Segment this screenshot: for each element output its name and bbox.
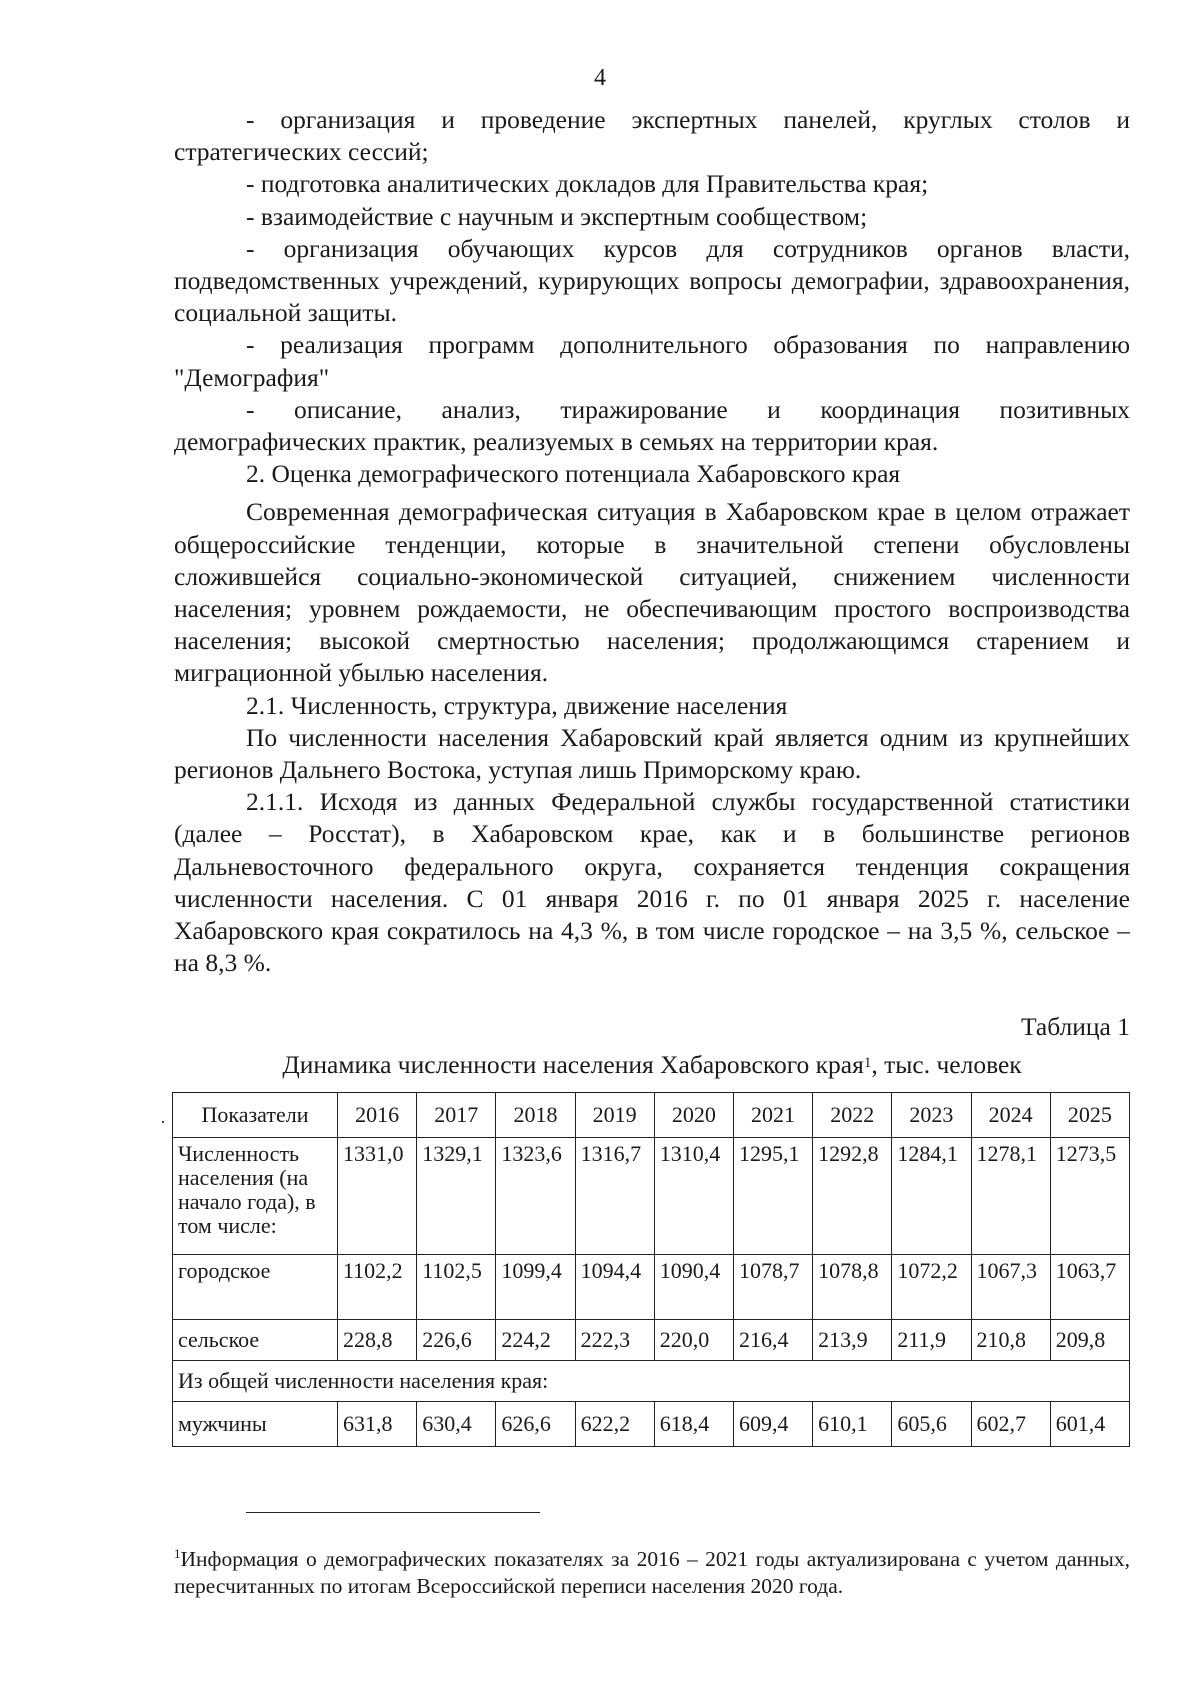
header-year: 2025 — [1050, 1093, 1129, 1138]
table-row-rural — [173, 1320, 1130, 1361]
row-label: сельское — [173, 1320, 338, 1361]
header-year: 2016 — [338, 1093, 417, 1138]
list-item-analytical-reports: - подготовка аналитических докладов для Правительства края; — [246, 169, 929, 199]
table-cell: 626,6 — [496, 1402, 575, 1447]
list-item-scientific-community: - взаимодействие с научным и экспертным сообществом; — [246, 201, 868, 231]
section-heading-2: 2. Оценка демографического потенциала Хабаровского края — [246, 459, 901, 489]
table-cell: 210,8 — [971, 1320, 1050, 1361]
table-row-men — [173, 1402, 1130, 1447]
header-year: 2020 — [654, 1093, 733, 1138]
row-label: Численность населения (на начало года), в том числе: — [173, 1138, 338, 1255]
table-cell: 1316,7 — [575, 1138, 654, 1255]
table-cell: 216,4 — [733, 1320, 812, 1361]
table-cell: 609,4 — [733, 1402, 812, 1447]
page-number: 4 — [594, 65, 606, 91]
header-year: 2017 — [417, 1093, 496, 1138]
table-cell: 631,8 — [338, 1402, 417, 1447]
table-cell: 602,7 — [971, 1402, 1050, 1447]
list-item-expert-panels: - организация и проведение экспертных панелей, круглых столов и стратегических сессий; — [174, 105, 1130, 167]
table-cell: 1099,4 — [496, 1255, 575, 1320]
table-cell: 1078,7 — [733, 1255, 812, 1320]
caption-footnote-mark: 1 — [863, 1055, 872, 1071]
margin-mark: · — [160, 1112, 166, 1132]
header-year: 2018 — [496, 1093, 575, 1138]
table-label: Таблица 1 — [1020, 1012, 1130, 1041]
paragraph-rosstat: 2.1.1. Исходя из данных Федеральной службы государственной статистики (далее – Росстат), в Хабаровском крае, как и в большинстве регионов Дальневосточного федерального округа, сохраняется тенденция сокращения численности населения. С 01 января 2016 г. по 01 января 2025 г. население Хабаровского края сократилось на 4,3 %, в том числе городское – на 3,5 %, сельское – на 8,3 %. — [174, 787, 1130, 978]
row-label: мужчины — [173, 1402, 338, 1447]
table-cell: 1278,1 — [971, 1138, 1050, 1255]
header-year: 2021 — [733, 1093, 812, 1138]
table-cell: 228,8 — [338, 1320, 417, 1361]
table-cell: 1310,4 — [654, 1138, 733, 1255]
table-cell: 1284,1 — [892, 1138, 971, 1255]
table-caption — [174, 1050, 1130, 1080]
table-row-urban — [173, 1255, 1130, 1320]
header-year: 2019 — [575, 1093, 654, 1138]
table-cell: 622,2 — [575, 1402, 654, 1447]
table-cell: 222,3 — [575, 1320, 654, 1361]
footnote-text: Информация о демографических показателях за 2016 – 2021 годы актуализирована с учетом данных, пересчитанных по итогам Всероссийской переписи населения 2020 года. — [174, 1547, 1130, 1599]
paragraph-situation: Современная демографическая ситуация в Хабаровском крае в целом отражает общероссийские тенденции, которые в значительной степени обусловлены сложившейся социально-экономической ситуацией, снижением численности населения; уровнем рождаемости, не обеспечивающим простого воспроизводства населения; высокой смертностью населения; продолжающимся старением и миграционной убылью населения. — [174, 497, 1130, 688]
population-table — [172, 1092, 1130, 1447]
table-cell: 630,4 — [417, 1402, 496, 1447]
row-label: городское — [173, 1255, 338, 1320]
table-cell: 209,8 — [1050, 1320, 1129, 1361]
table-cell: 1078,8 — [813, 1255, 892, 1320]
table-cell: 1323,6 — [496, 1138, 575, 1255]
table-cell: 220,0 — [654, 1320, 733, 1361]
table-cell: 226,6 — [417, 1320, 496, 1361]
header-indicators: Показатели — [173, 1093, 338, 1138]
header-year: 2022 — [813, 1093, 892, 1138]
list-item-demographic-practices: - описание, анализ, тиражирование и координация позитивных демографических практик, реализуемых в семьях на территории края. — [174, 394, 1130, 457]
table-cell: 1072,2 — [892, 1255, 971, 1320]
table-cell: 1102,2 — [338, 1255, 417, 1320]
table-row-subheading — [173, 1361, 1130, 1402]
footnote-divider — [246, 1512, 540, 1513]
paragraph-population-rank: По численности населения Хабаровский край является одним из крупнейших регионов Дальнего Востока, уступая лишь Приморскому краю. — [174, 722, 1130, 785]
header-year: 2024 — [971, 1093, 1050, 1138]
table-cell: 601,4 — [1050, 1402, 1129, 1447]
table-cell: 1063,7 — [1050, 1255, 1129, 1320]
table-cell: 1273,5 — [1050, 1138, 1129, 1255]
table-cell: 1090,4 — [654, 1255, 733, 1320]
table-caption-unit: , тыс. человек — [871, 1050, 1022, 1079]
table-cell: 610,1 — [813, 1402, 892, 1447]
table-cell: 605,6 — [892, 1402, 971, 1447]
body-text — [174, 104, 1130, 979]
table-cell: 211,9 — [892, 1320, 971, 1361]
table-caption-text: Динамика численности населения Хабаровского края — [282, 1050, 864, 1079]
table-cell: 1094,4 — [575, 1255, 654, 1320]
list-item-education-programs: - реализация программ дополнительного образования по направлению "Демография" — [174, 330, 1130, 392]
table-cell: 1292,8 — [813, 1138, 892, 1255]
footnote — [174, 1540, 1130, 1600]
table-cell: 224,2 — [496, 1320, 575, 1361]
table-cell: 1067,3 — [971, 1255, 1050, 1320]
footnote-mark: 1 — [174, 1546, 181, 1561]
section-heading-2-1: 2.1. Численность, структура, движение населения — [246, 690, 788, 720]
table-row-total — [173, 1138, 1130, 1255]
table-subheading: Из общей численности населения края: — [173, 1361, 1130, 1402]
list-item-training-courses: - организация обучающих курсов для сотрудников органов власти, подведомственных учреждений, курирующих вопросы демографии, здравоохранения, социальной защиты. — [174, 233, 1130, 328]
table-cell: 1329,1 — [417, 1138, 496, 1255]
header-year: 2023 — [892, 1093, 971, 1138]
table-cell: 618,4 — [654, 1402, 733, 1447]
table-cell: 1102,5 — [417, 1255, 496, 1320]
table-cell: 213,9 — [813, 1320, 892, 1361]
table-header-row — [173, 1093, 1130, 1138]
table-cell: 1331,0 — [338, 1138, 417, 1255]
table-cell: 1295,1 — [733, 1138, 812, 1255]
